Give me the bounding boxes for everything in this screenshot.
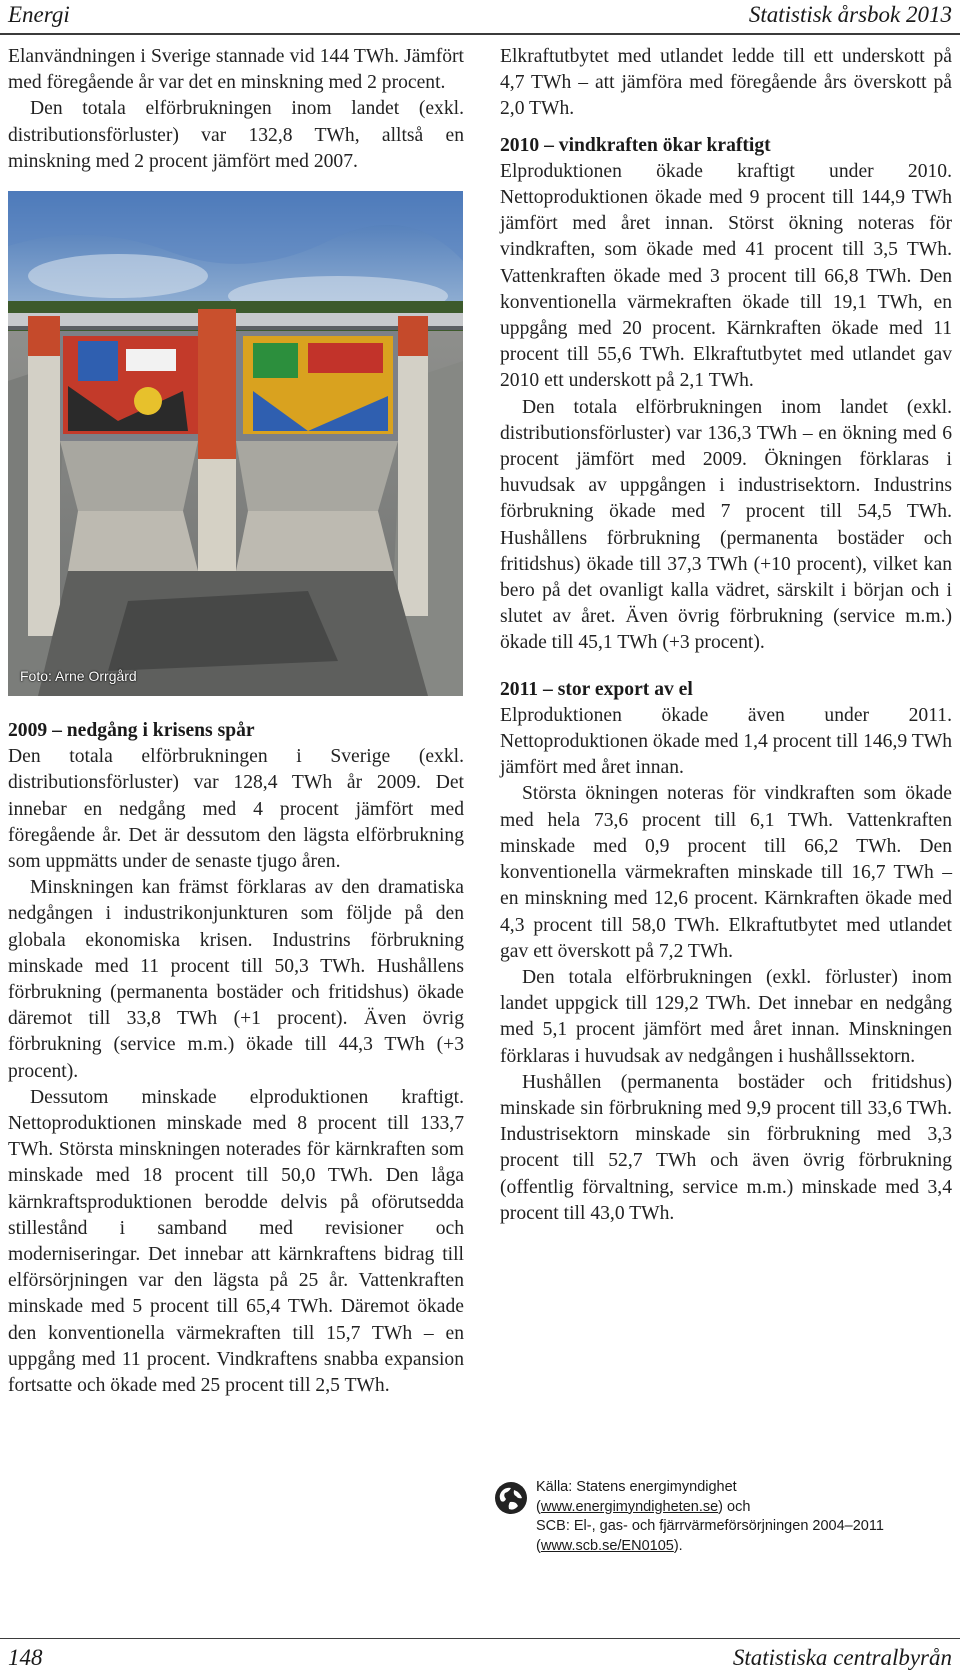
scb-link[interactable]: www.scb.se/EN0105 xyxy=(540,1537,674,1554)
dam-illustration xyxy=(8,191,463,696)
left-column xyxy=(8,44,464,1399)
source-box xyxy=(494,1478,954,1558)
source-line-1: Källa: Statens energimyndighet xyxy=(536,1479,737,1495)
footer-rule xyxy=(0,1638,960,1639)
heading-2010: 2010 – vindkraften ökar kraftigt xyxy=(500,134,771,156)
paragraph-2011-1: Elproduktionen ökade även under 2011. Nettoproduktionen ökade med 1,4 procent till 146,9 TWh jämfört med året innan. xyxy=(500,704,952,779)
trade-paragraph: Elkraftutbytet med utlandet ledde till ett underskott på 4,7 TWh – att jämföra med föregående års överskott på 2,0 TWh. xyxy=(500,46,952,120)
source-line-3: SCB: El-, gas- och fjärrvärmeförsörjningen 2004–2011 xyxy=(536,1518,884,1534)
intro-paragraph-1: Elanvändningen i Sverige stannade vid 144 TWh. Jämfört med föregående år var det en minskning med 2 procent. xyxy=(8,46,464,94)
header-rule xyxy=(0,33,960,35)
intro-paragraph-2: Den totala elförbrukningen inom landet (exkl. distributionsförluster) var 132,8 TWh, alltså en minskning med 2 procent jämfört med 2007. xyxy=(8,98,464,172)
paragraph-2011-2: Största ökningen noteras för vindkraften som ökade med hela 73,6 procent till 6,1 TWh. Vattenkraften minskade med 0,9 procent till 66,2 TWh. Den konventionella värmekraften minskade till 16,7 TWh – en minskning med 12,6 procent. Kärnkraften ökade med 4,3 procent till 58,0 TWh. Elkraftutbytet med utlandet gav ett överskott på 7,2 TWh. xyxy=(500,783,952,962)
heading-2009: 2009 – nedgång i krisens spår xyxy=(8,720,255,742)
source-text xyxy=(536,1478,884,1556)
source-line-4: (www.scb.se/EN0105). xyxy=(536,1537,683,1554)
publication-title: Statistisk årsbok 2013 xyxy=(748,2,952,27)
photo-credit: Foto: Arne Orrgård xyxy=(20,668,137,685)
dam-photo xyxy=(8,191,463,696)
heading-2011: 2011 – stor export av el xyxy=(500,678,693,700)
paragraph-2010-1: Elproduktionen ökade kraftigt under 2010. Nettoproduktionen ökade med 9 procent till 144,9 TWh jämfört med året innan. Störst ökning noteras för vindkraften, som ökade med 41 procent till 3,5 TWh. Vattenkraften ökade med 3 procent till 66,8 TWh. Den konventionella värmekraften ökade till 19,1 TWh, en uppgång med 20 procent. Kärnkraften ökade med 11 procent till 55,6 TWh. Elkraftutbytet med utlandet gav 2010 ett underskott på 2,1 TWh. xyxy=(500,160,952,392)
paragraph-2011-4: Hushållen (permanenta bostäder och fritidshus) minskade sin förbrukning med 9,9 procent till 33,6 TWh. Industrisektorn minskade sin förbrukning med 3,3 procent till 52,7 TWh och även övrig förbrukning (offentlig förvaltning, service m.m.) minskade med 3,4 procent till 43,0 TWh. xyxy=(500,1071,952,1224)
publisher-name: Statistiska centralbyrån xyxy=(732,1645,952,1670)
paragraph-2009-3: Dessutom minskade elproduktionen kraftigt. Nettoproduktionen minskade med 8 procent till 133,7 TWh. Största minskningen noterades för kärnkraften som minskade med 18 procent till 50,0 TWh. Den låga kärnkraftsproduktionen berodde delvis på oförutsedda stillestånd i samband med revisioner och moderniseringar. Det innebar att kärnkraftens bidrag till elförsörjningen var den lägsta på 25 år. Vattenkraften minskade med 5 procent till 65,4 TWh. Däremot ökade den konventionella värmekraften till 15,7 TWh – en uppgång med 11 procent. Vindkraftens snabba expansion fortsatte och ökade med 25 procent till 2,5 TWh. xyxy=(8,1086,464,1397)
running-header xyxy=(0,0,960,34)
paragraph-2011-3: Den totala elförbrukningen (exkl. förluster) inom landet uppgick till 129,2 TWh. Det innebar en nedgång med 5,1 procent jämfört med året innan. Minskningen förklaras i huvudsak av nedgången i hushållssektorn. xyxy=(500,966,952,1067)
paragraph-2010-2: Den totala elförbrukningen inom landet (exkl. distributionsförluster) var 136,3 TWh – en ökning med 6 procent jämfört med 2009. Ökningen förklaras i huvudsak av uppgången i industrisektorn. Industrins förbrukning ökade med 7 procent till 54,5 TWh. Hushållens förbrukning (permanenta bostäder och fritidshus) ökade till 37,3 TWh (+10 procent), vilket kan bero på det ovanligt kalla vädret, särskilt i början och i slutet av året. Även övrig förbrukning (service m.m.) ökade till 45,1 TWh (+3 procent). xyxy=(500,396,952,654)
source-line-2: (www.energimyndigheten.se) och xyxy=(536,1498,751,1515)
page-number: 148 xyxy=(8,1645,43,1670)
source-globe-icon xyxy=(494,1481,528,1515)
section-title: Energi xyxy=(8,2,70,27)
paragraph-2009-1: Den totala elförbrukningen i Sverige (exkl. distributionsförluster) var 128,4 TWh år 2009. Det innebar en nedgång med 4 procent jämfört med föregående år. Det är dessutom den lägsta elförbrukning som uppmätts under de senaste tjugo åren. xyxy=(8,746,464,873)
paragraph-2009-2: Minskningen kan främst förklaras av den dramatiska nedgången i industrikonjunkturen som följde på den globala ekonomiska krisen. Industrins förbrukning minskade med 11 procent till 50,3 TWh. Hushållens förbrukning (permanenta bostäder och fritidshus) ökade däremot till 33,8 TWh (+1 procent). Även övrig förbrukning (service m.m.) ökade till 44,3 TWh (+3 procent). xyxy=(8,877,464,1082)
right-column xyxy=(500,44,952,1227)
energimyndigheten-link[interactable]: www.energimyndigheten.se xyxy=(540,1498,719,1515)
